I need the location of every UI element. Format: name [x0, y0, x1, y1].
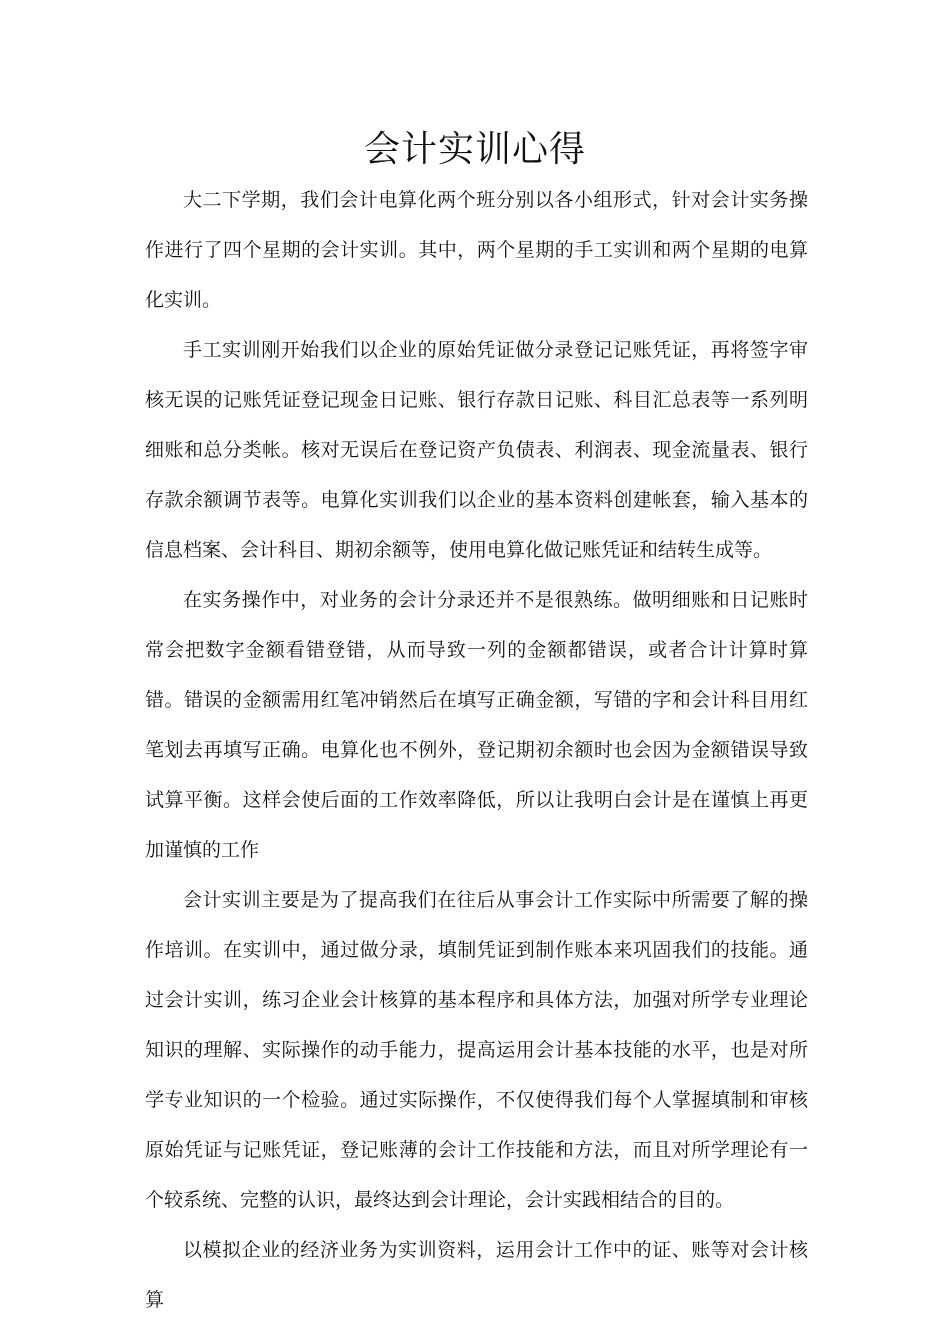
paragraph-5: 以模拟企业的经济业务为实训资料，运用会计工作中的证、账等对会计核算	[145, 1239, 808, 1311]
document-body	[145, 175, 808, 1325]
paragraph-1: 大二下学期，我们会计电算化两个班分别以各小组形式，针对会计实务操作进行了四个星期的会计实训。其中，两个星期的手工实训和两个星期的电算化实训。	[145, 189, 808, 311]
paragraph-3: 在实务操作中，对业务的会计分录还并不是很熟练。做明细账和日记账时常会把数字金额看错登错，从而导致一列的金额都错误，或者合计计算时算错。错误的金额需用红笔冲销然后在填写正确金额，写错的字和会计科目用红笔划去再填写正确。电算化也不例外，登记期初余额时也会因为金额错误导致试算平衡。这样会使后面的工作效率降低，所以让我明白会计是在谨慎上再更加谨慎的工作	[145, 589, 808, 861]
paragraph-4: 会计实训主要是为了提高我们在往后从事会计工作实际中所需要了解的操作培训。在实训中，通过做分录，填制凭证到制作账本来巩固我们的技能。通过会计实训，练习企业会计核算的基本程序和具体方法，加强对所学专业理论知识的理解、实际操作的动手能力，提高运用会计基本技能的水平，也是对所学专业知识的一个检验。通过实际操作，不仅使得我们每个人掌握填制和审核原始凭证与记账凭证，登记账薄的会计工作技能和方法，而且对所学理论有一个较系统、完整的认识，最终达到会计理论，会计实践相结合的目的。	[145, 889, 808, 1211]
paragraph-2: 手工实训刚开始我们以企业的原始凭证做分录登记记账凭证，再将签字审核无误的记账凭证登记现金日记账、银行存款日记账、科目汇总表等一系列明细账和总分类帐。核对无误后在登记资产负债表、利润表、现金流量表、银行存款余额调节表等。电算化实训我们以企业的基本资料创建帐套，输入基本的信息档案、会计科目、期初余额等，使用电算化做记账凭证和结转生成等。	[145, 339, 808, 561]
document-title: 会计实训心得	[363, 129, 586, 170]
